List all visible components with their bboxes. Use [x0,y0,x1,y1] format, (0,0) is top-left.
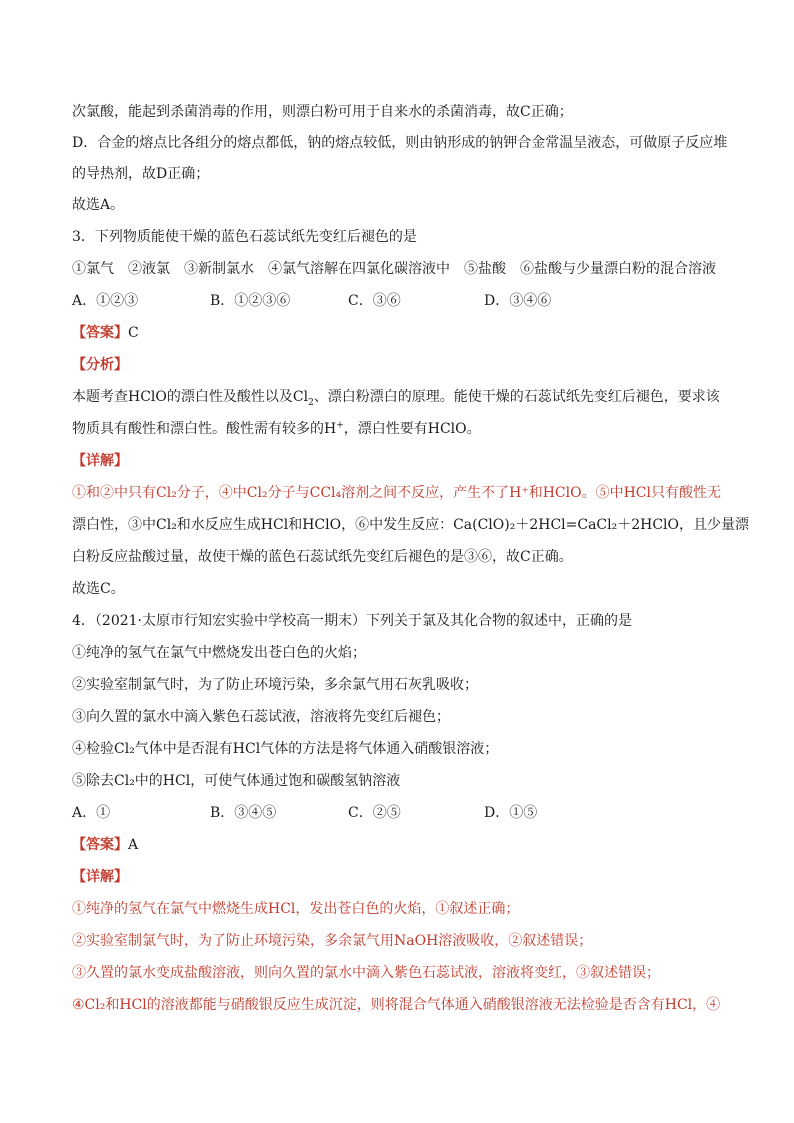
option-d: D．③④⑥ [484,293,552,309]
statement-line: ②实验室制氯气时，为了防止环境污染，多余氯气用石灰乳吸收； [72,677,478,693]
analysis-heading: 【分析】 [72,357,128,373]
detail-line: 漂白性，③中Cl₂和水反应生成HCl和HClO，⑥中发生反应：Ca(ClO)₂＋2HCl=CaCl₂＋2HClO，且少量漂 [72,517,750,533]
subscript: 2 [308,397,314,408]
text-line: 次氯酸，能起到杀菌消毒的作用，则漂白粉可用于自来水的杀菌消毒，故C正确； [72,104,573,120]
statement-line: ⑤除去Cl₂中的HCl，可使气体通过饱和碳酸氢钠溶液 [72,773,401,789]
answer-line [72,323,139,343]
answer-value: C [128,325,139,341]
detail-line: ①和②中只有Cl₂分子，④中Cl₂分子与CCl₄溶剂之间不反应，产生不了H⁺和HClO。⑤中HCl只有酸性无 [72,485,721,501]
analysis-text: 、漂白粉漂白的原理。能使干燥的石蕊试纸先变红后褪色，要求该 [313,389,720,405]
question-3-stem: 3．下列物质能使干燥的蓝色石蕊试纸先变红后褪色的是 [72,229,417,245]
analysis-line-2 [72,419,481,439]
analysis-text: 物质具有酸性和漂白性。酸性需有较多的H [72,421,337,437]
analysis-label [72,355,128,375]
text-line: 故选A。 [72,197,125,213]
detail-line: ②实验室制氯气时，为了防止环境污染，多余氯气用NaOH溶液吸收，②叙述错误； [72,933,593,949]
statement-line: ④检验Cl₂气体中是否混有HCl气体的方法是将气体通入硝酸银溶液； [72,741,499,757]
detail-heading: 【详解】 [72,453,128,469]
answer-line [72,835,138,855]
detail-line: ③久置的氯水变成盐酸溶液，则向久置的氯水中滴入紫色石蕊试液，溶液将变红，③叙述错误； [72,965,660,981]
detail-line: ④Cl₂和HCl的溶液都能与硝酸银反应生成沉淀，则将混合气体通入硝酸银溶液无法检验是否含有HCl，④ [72,997,721,1013]
text-line: 的导热剂，故D正确； [72,166,210,182]
conclusion-line: 故选C。 [72,581,125,597]
answer-value: A [128,837,139,853]
detail-heading: 【详解】 [72,869,128,885]
option-c: C．②⑤ [348,805,401,821]
detail-line: 白粉反应盐酸过量，故使干燥的蓝色石蕊试纸先变红后褪色的是③⑥，故C正确。 [72,549,573,565]
analysis-text: 本题考查HClO的漂白性及酸性以及Cl [72,389,309,405]
superscript: + [336,420,344,431]
detail-line: ①纯净的氢气在氯气中燃烧生成HCl，发出苍白色的火焰，①叙述正确； [72,901,520,917]
text-line: D．合金的熔点比各组分的熔点都低，钠的熔点较低，则由钠形成的钠钾合金常温呈液态，可做原子反应堆 [72,135,728,151]
option-d: D．①⑤ [484,805,538,821]
question-3-items: ①氯气 ②液氯 ③新制氯水 ④氯气溶解在四氯化碳溶液中 ⑤盐酸 ⑥盐酸与少量漂白粉的混合溶液 [72,261,716,277]
analysis-text: ，漂白性要有HClO。 [343,421,481,437]
question-4-stem: 4．（2021·太原市行知宏实验中学校高一期末）下列关于氯及其化合物的叙述中，正确的是 [72,613,632,629]
option-a: A．① [72,805,111,821]
detail-label [72,451,128,471]
option-c: C．③⑥ [348,293,401,309]
analysis-line-1 [72,387,720,407]
statement-line: ①纯净的氢气在氯气中燃烧发出苍白色的火焰； [72,645,366,661]
option-a: A．①②③ [72,293,139,309]
option-b: B．③④⑤ [210,805,277,821]
detail-label [72,867,128,887]
statement-line: ③向久置的氯水中滴入紫色石蕊试液，溶液将先变红后褪色； [72,709,450,725]
option-b: B．①②③⑥ [210,293,291,309]
answer-label: 【答案】 [72,325,128,341]
answer-label: 【答案】 [72,837,128,853]
